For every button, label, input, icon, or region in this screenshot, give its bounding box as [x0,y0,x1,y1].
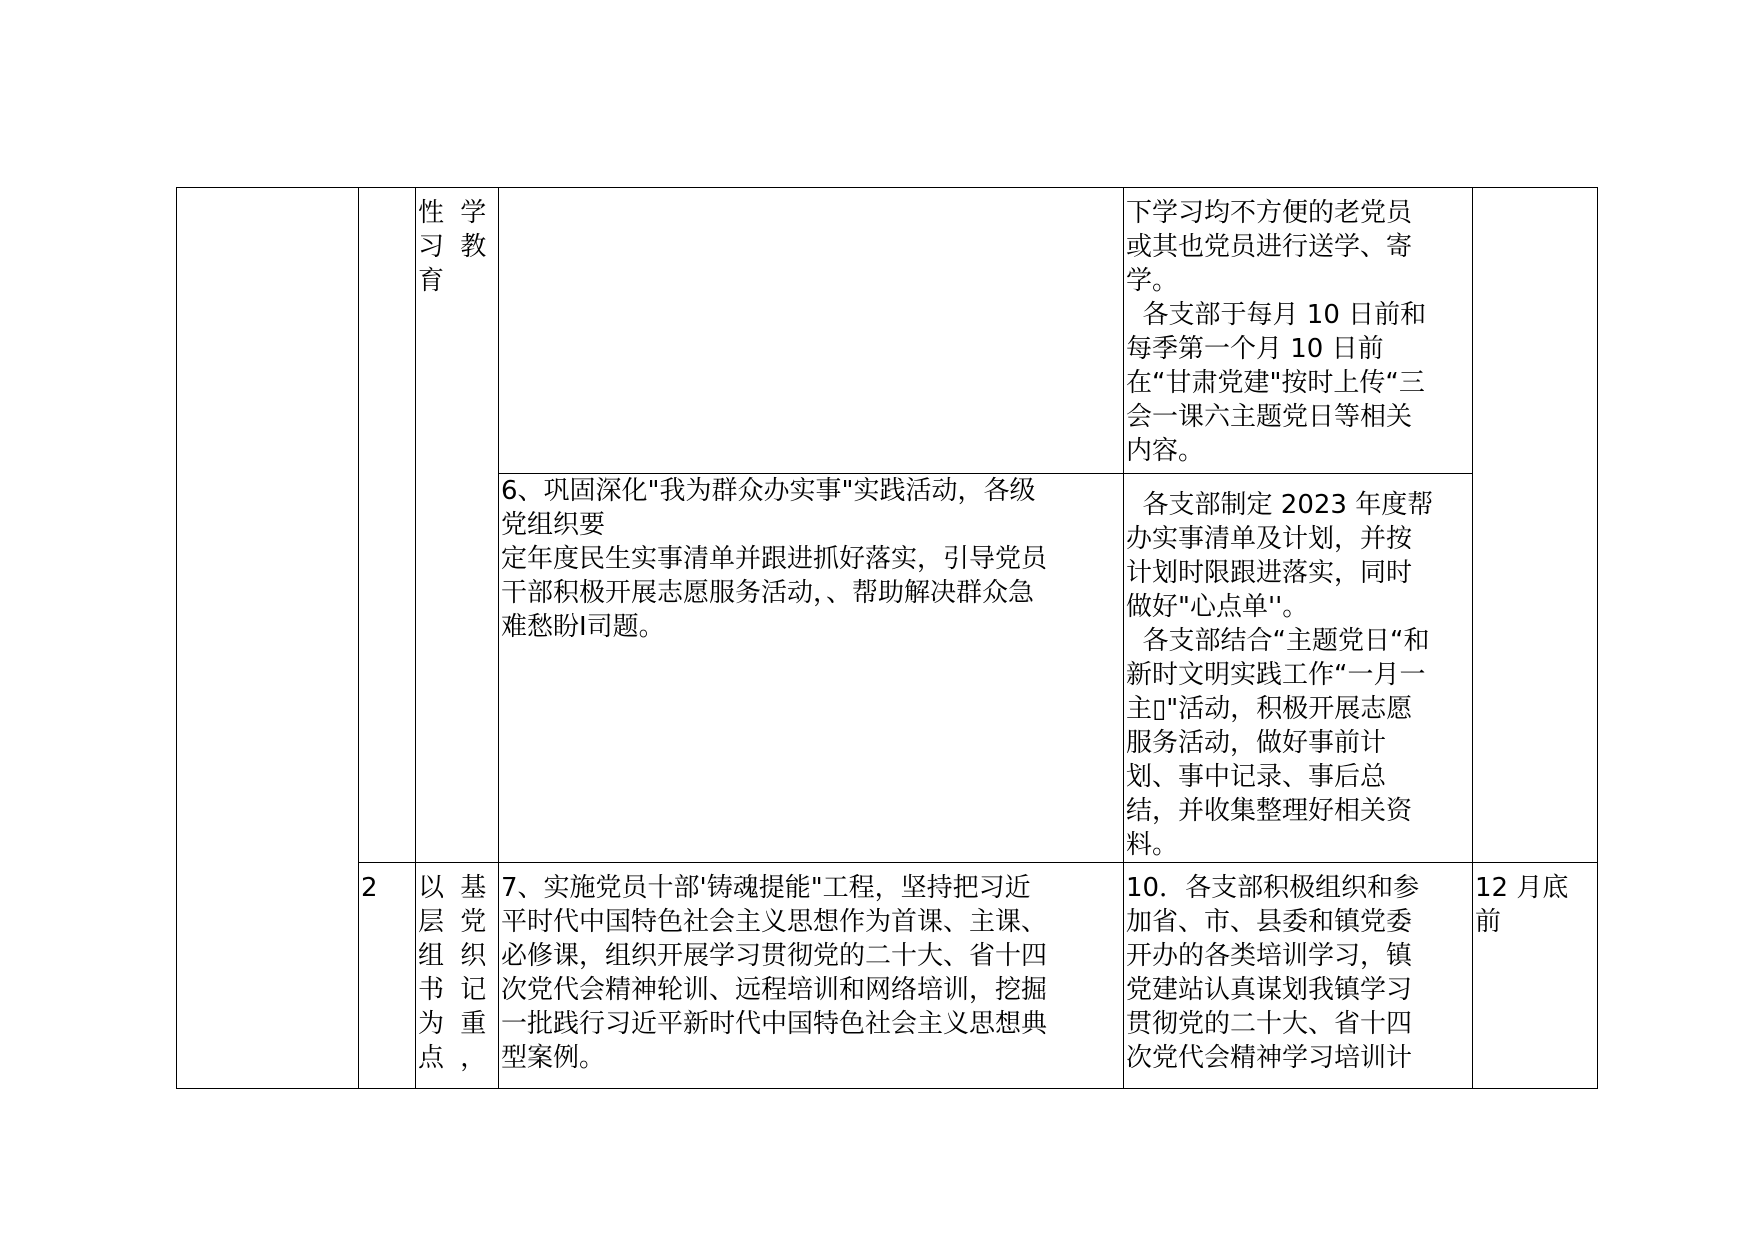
number-cell-continued [359,188,416,863]
implementation-cell: 下学习均不方便的老党员 或其也党员进行送学、寄 学。 各支部于每月 10 日前和 每季第一个月 10 日前 在“甘肃党建"按时上传“三 会一课六主题党日等相关 内容。 [1124,188,1473,474]
implementation-cell: 各支部制定 2023 年度帮 办实事清单及计划，并按 计划时限跟进落实，同时 做好"心点单''。 各支部结合“主题党日“和 新时文明实践工作“一月一 主▯"活动，积极开展志愿 服务活动，做好事前计 划、事中记录、事后总 结，并收集整理好相关资 料。 [1124,474,1473,863]
table-row [177,188,1598,474]
category-cell: 性 学 习 教 育 [416,188,499,863]
table-row [177,863,1598,1089]
implementation-cell: 10．各支部积极组织和参 加省、市、县委和镇党委 开办的各类培训学习，镇 党建站认真谋划我镇学习 贯彻党的二十大、省十四 次党代会精神学习培训计 [1124,863,1473,1089]
item-number-cell: 2 [359,863,416,1089]
deadline-cell: 12 月底 前 [1473,863,1598,1089]
deadline-cell-continued [1473,188,1598,863]
work-plan-table [176,187,1598,1089]
empty-left-column-cell [177,188,359,1089]
measure-cell: 6、巩固深化"我为群众办实事"实践活动，各级 党组织要 定年度民生实事清单并跟进抓好落实，引导党员 干部积极开展志愿服务活动，、帮助解决群众急 难愁盼Ⅰ司题。 [499,474,1124,863]
measure-cell [499,188,1124,474]
measure-cell: 7、实施党员十部'铸魂提能"工程，坚持把习近 平时代中国特色社会主义思想作为首课、主课、 必修课，组织开展学习贯彻党的二十大、省十四 次党代会精神轮训、远程培训和网络培训，挖掘 一批践行习近平新时代中国特色社会主义思想典 型案例。 [499,863,1124,1089]
category-cell: 以 基 层 党 组 织 书 记 为 重 点 ， [416,863,499,1089]
